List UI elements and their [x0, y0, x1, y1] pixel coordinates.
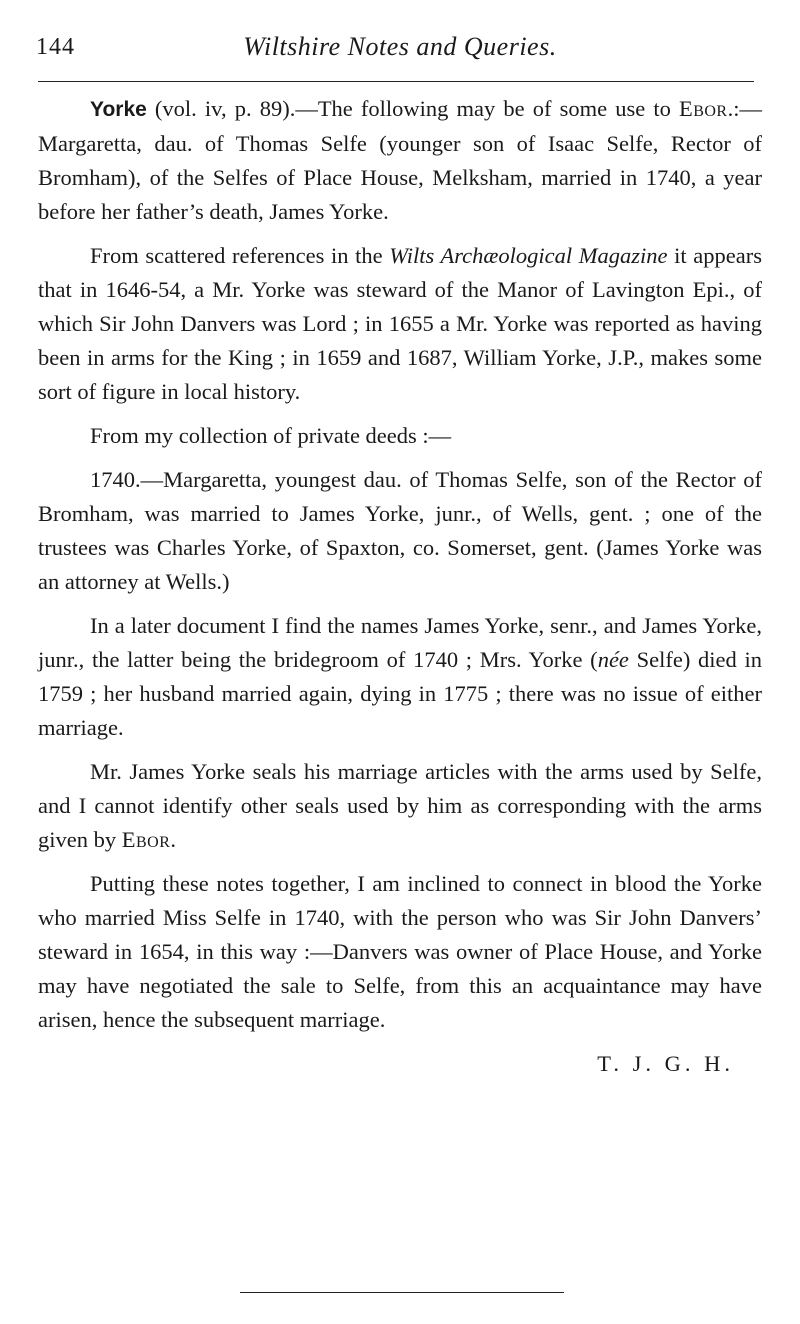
paragraph-conclusion: Putting these notes together, I am inclined to connect in blood the Yorke who married Miss Selfe in 1740, with the person who was Sir John Danvers’ steward in 1654, in this way :—Danvers was owner of Place House, and Yorke may have negotiated the sale to Selfe, from this an acquaintance may have arisen, hence the subsequent marriage. — [38, 871, 762, 1032]
paragraph-1740-deed: 1740.—Margaretta, youngest dau. of Thomas Selfe, son of the Rector of Bromham, was married to James Yorke, junr., of Wells, gent. ; one of the trustees was Charles Yorke, of Spaxton, co. Somerset, gent. (James Yorke was an attorney at Wells.) — [38, 467, 762, 594]
running-title: Wiltshire Notes and Queries. — [243, 32, 557, 61]
footer-rule — [240, 1292, 564, 1293]
paragraph-marriage-articles: Mr. James Yorke seals his marriage articles with the arms used by Selfe, and I cannot identify other seals used by him as corresponding with the arms given by Ebor. — [38, 759, 762, 852]
ebor-reference: Ebor — [121, 827, 171, 852]
paragraph-later-document: In a later document I find the names James Yorke, senr., and James Yorke, junr., the latter being the bridegroom of 1740 ; Mrs. Yorke (née Selfe) died in 1759 ; her husband married again, dying in 1775 ; there was no issue of either marriage. — [38, 613, 763, 740]
page-number: 144 — [36, 34, 75, 60]
paragraph-scattered-references: From scattered references in the Wilts Archæological Magazine it appears that in 1646-54, a Mr. Yorke was steward of the Manor of Lavington Epi., of which Sir John Danvers was Lord ; in 1655 a Mr. Yorke was reported as having been in arms for the King ; in 1659 and 1687, William Yorke, J.P., makes some sort of figure in local history. — [38, 243, 762, 404]
header-rule — [38, 81, 754, 82]
paragraph-private-deeds: From my collection of private deeds :— — [90, 423, 452, 448]
entry-keyword: Yorke — [90, 98, 147, 121]
ebor-reference: Ebor — [678, 96, 728, 121]
magazine-title: Wilts Archæological Magazine — [389, 243, 668, 268]
page-header — [36, 28, 764, 68]
article-body — [38, 92, 762, 1077]
author-signature: T. J. G. H. — [597, 1051, 734, 1076]
paragraph-yorke-query: Yorke (vol. iv, p. 89).—The following may be of some use to Ebor.:—Margaretta, dau. of Thomas Selfe (younger son of Isaac Selfe, Rector of Bromham), of the Selfes of Place House, Melksham, married in 1740, a year before her father’s death, James Yorke. — [38, 96, 762, 224]
